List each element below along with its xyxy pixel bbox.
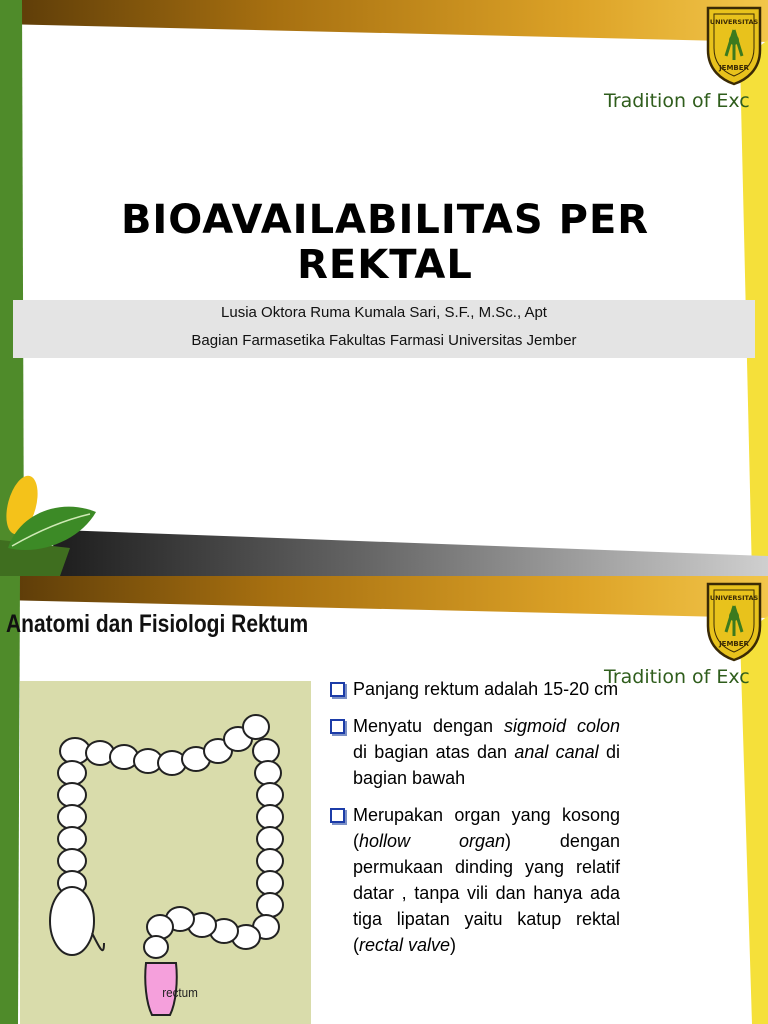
bullet-list <box>328 676 620 969</box>
svg-text:JEMBER: JEMBER <box>719 64 749 72</box>
rectum-label: rectum <box>162 985 198 1001</box>
italic-term: sigmoid colon <box>504 716 620 736</box>
bullet-item <box>328 713 620 791</box>
slide-title: Anatomi dan Fisiologi Rektum <box>6 610 309 638</box>
bullet-text: Merupakan organ yang kosong ( <box>353 805 620 851</box>
colon-illustration <box>20 681 311 1024</box>
author-affiliation: Bagian Farmasetika Fakultas Farmasi Universitas Jember <box>191 332 577 349</box>
presentation-title: BIOAVAILABILITAS PER REKTAL <box>120 197 650 288</box>
tagline: Tradition of Exc <box>604 90 750 112</box>
university-logo <box>702 2 766 86</box>
bullet-text: ) dengan permukaan dinding yang relatif datar , tanpa vili dan hanya ada tiga lipatan yaitu katup rektal ( <box>353 831 620 955</box>
svg-text:JEMBER: JEMBER <box>719 640 749 648</box>
university-logo <box>702 578 766 662</box>
checkbox-bullet-icon <box>330 719 345 734</box>
left-green-band <box>0 576 20 1024</box>
author-name: Lusia Oktora Ruma Kumala Sari, S.F., M.Sc., Apt <box>221 304 547 321</box>
tagline: Tradition of Exc <box>604 666 750 688</box>
colon-diagram <box>20 681 311 1024</box>
italic-term: rectal valve <box>359 935 451 955</box>
bullet-text: Panjang rektum adalah 15-20 cm <box>353 679 619 699</box>
italic-term: anal canal <box>514 742 599 762</box>
content-slide <box>0 576 768 1024</box>
top-gold-band <box>0 0 768 42</box>
svg-text:UNIVERSITAS: UNIVERSITAS <box>709 18 759 26</box>
bullet-text: ) <box>450 935 457 955</box>
author-box <box>13 300 755 358</box>
bullet-item <box>328 802 620 958</box>
bullet-text: di bagian bawah <box>353 742 620 788</box>
bullet-text: di bagian atas dan <box>353 742 515 762</box>
bottom-dark-band <box>40 530 768 576</box>
bullet-text: Menyatu dengan <box>353 716 504 736</box>
svg-text:UNIVERSITAS: UNIVERSITAS <box>709 594 759 602</box>
bullet-item <box>328 676 620 702</box>
italic-term: hollow organ <box>359 831 505 851</box>
checkbox-bullet-icon <box>330 682 345 697</box>
checkbox-bullet-icon <box>330 808 345 823</box>
